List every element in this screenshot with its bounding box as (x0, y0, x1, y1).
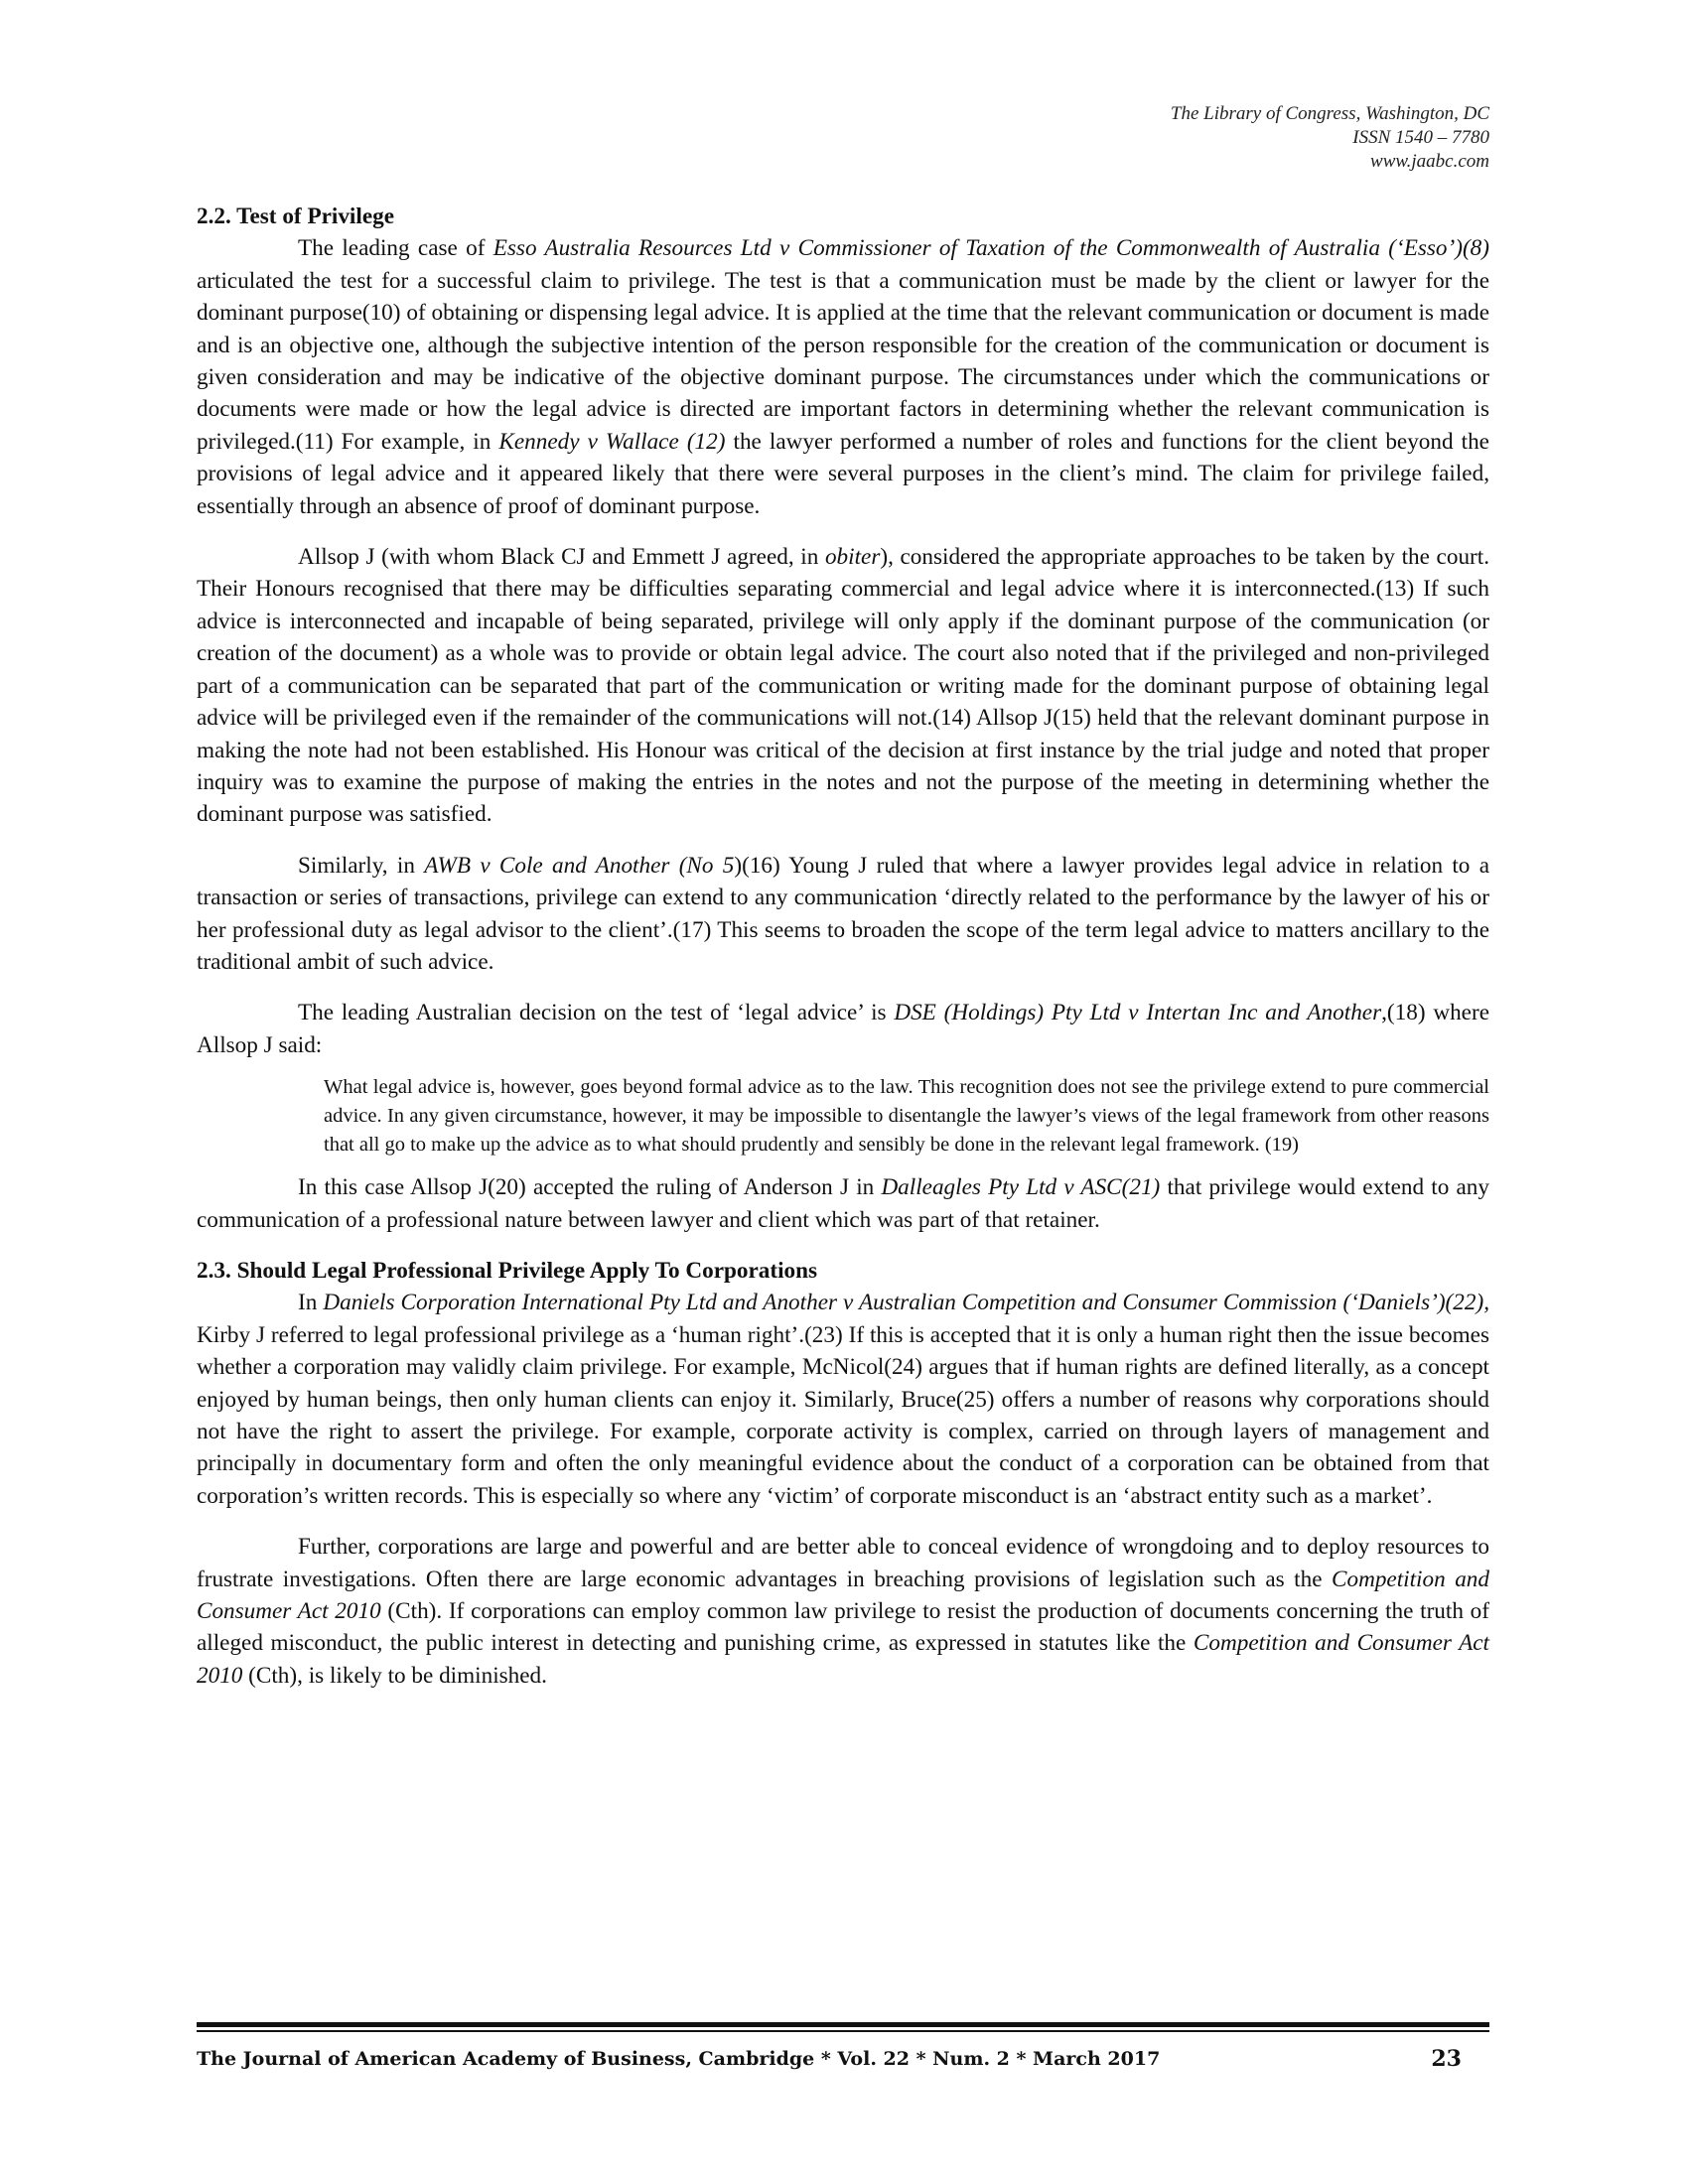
header-publisher: The Library of Congress, Washington, DC (1170, 103, 1489, 124)
case-citation: Daniels Corporation International Pty Ltd and Another v Australian Competition and Consumer Commission (‘Daniels’)(22), (323, 1290, 1489, 1316)
paragraph (197, 1287, 1489, 1512)
text-run: ), considered the appropriate approaches to be taken by the court. Their Honours recognised that there may be difficulties separating commercial and legal advice where it is interconnected.(13) If such advice is interconnected and incapable of being separated, privilege will only apply if the dominant purpose of the communication (or creation of the document) as a whole was to provide or obtain legal advice. The court also noted that if the privileged and non-privileged part of a communication can be separated that part of the communication or writing made for the dominant purpose of obtaining legal advice will be privileged even if the remainder of the communications will not.(14) Allsop J(15) held that the relevant dominant purpose in making the note had not been established. His Honour was critical of the decision at first instance by the trial judge and noted that proper inquiry was to examine the purpose of making the entries in the notes and not the purpose of the meeting in determining whether the dominant purpose was satisfied. (197, 544, 1489, 828)
paragraph (197, 997, 1489, 1061)
text-run: (Cth). If corporations can employ common law privilege to resist the production of documents concerning the truth of alleged misconduct, the public interest in detecting and punishing crime, as expressed in statutes like the (197, 1598, 1490, 1657)
statute-title: Competition and Consumer Act 2010 (197, 1630, 1489, 1689)
text-run: (Cth), is likely to be diminished. (242, 1662, 547, 1689)
text-run: Similarly, in (298, 852, 425, 879)
text-run: The leading Australian decision on the test of ‘legal advice’ is (298, 1000, 895, 1026)
page-number: 23 (1431, 2046, 1462, 2072)
case-citation: Dalleagles Pty Ltd v ASC(21) (881, 1174, 1161, 1201)
footer-journal-info: The Journal of American Academy of Business, Cambridge * Vol. 22 * Num. 2 * March 2017 (197, 2048, 1161, 2070)
header-website: www.jaabc.com (1370, 151, 1489, 172)
paragraph (197, 1171, 1489, 1236)
case-citation: AWB v Cole and Another (No 5 (424, 852, 735, 879)
text-run: ,(18) where Allsop J said: (197, 1000, 1489, 1058)
paragraph (197, 1531, 1489, 1692)
running-header (1171, 102, 1489, 174)
text-run: that privilege would extend to any communication of a professional nature between lawyer and client which was part of that retainer. (197, 1174, 1489, 1233)
text-run: the lawyer performed a number of roles and functions for the client beyond the provisions of legal advice and it appeared likely that there were several purposes in the client’s mind. The claim for privilege failed, essentially through an absence of proof of dominant purpose. (197, 428, 1489, 519)
text-run: The leading case of (298, 235, 493, 262)
section-heading-test-of-privilege: 2.2. Test of Privilege (197, 204, 394, 229)
paragraph (197, 232, 1489, 522)
text-run: In this case Allsop J(20) accepted the ruling of Anderson J in (298, 1174, 882, 1201)
text-run: Kirby J referred to legal professional privilege as a ‘human right’.(23) If this is accepted that it is only a human right then the issue becomes whether a corporation may validly claim privilege. For example, McNicol(24) argues that if human rights are defined literally, as a concept enjoyed by human beings, then only human clients can enjoy it. Similarly, Bruce(25) offers a number of reasons why corporations should not have the right to assert the privilege. For example, corporate activity is complex, carried on through layers of management and principally in documentary form and often the only meaningful evidence about the conduct of a corporation can be obtained from that corporation’s written records. This is especially so where any ‘victim’ of corporate misconduct is an ‘abstract entity such as a market’. (197, 1321, 1489, 1509)
footer-rule-thin (197, 2030, 1489, 2032)
text-run: )(16) Young J ruled that where a lawyer provides legal advice in relation to a transaction or series of transactions, privilege can extend to any communication ‘directly related to the performance by the lawyer of his or her professional duty as legal advisor to the client’.(17) This seems to broaden the scope of the term legal advice to matters ancillary to the traditional ambit of such advice. (197, 852, 1489, 975)
header-issn: ISSN 1540 – 7780 (1352, 127, 1489, 148)
case-citation: Kennedy v Wallace (12) (498, 428, 726, 455)
text-run: Further, corporations are large and powerful and are better able to conceal evidence of wrongdoing and to deploy resources to frustrate investigations. Often there are large economic advantages in breaching provisions of legislation such as the (197, 1534, 1489, 1592)
paragraph (197, 541, 1489, 831)
section-heading-corporations: 2.3. Should Legal Professional Privilege Apply To Corporations (197, 1257, 818, 1284)
block-quote: What legal advice is, however, goes beyond formal advice as to the law. This recognition does not see the privilege extend to pure commercial advice. In any given circumstance, however, it may be impossible to disentangle the lawyer’s views of the legal framework from other reasons that all go to make up the advice as to what should prudently and sensibly be done in the relevant legal framework. (19) (324, 1076, 1489, 1157)
paragraph (197, 850, 1489, 979)
text-run: In (298, 1290, 324, 1316)
text-run: articulated the test for a successful claim to privilege. The test is that a communication must be made by the client or lawyer for the dominant purpose(10) of obtaining or dispensing legal advice. It is applied at the time that the relevant communication or document is made and is an objective one, although the subjective intention of the person responsible for the creation of the communication or document is given consideration and may be indicative of the objective dominant purpose. The circumstances under which the communications or documents were made or how the legal advice is directed are important factors in determining whether the relevant communication is privileged.(11) For example, in (197, 267, 1489, 455)
article-body (197, 201, 1489, 1692)
text-run: Allsop J (with whom Black CJ and Emmett J agreed, in (298, 544, 825, 571)
case-citation: DSE (Holdings) Pty Ltd v Intertan Inc and Another (894, 1000, 1382, 1026)
case-citation: Esso Australia Resources Ltd v Commissioner of Taxation of the Commonwealth of Australia (‘Esso’)(8) (492, 235, 1489, 262)
section-spacer (197, 1236, 1489, 1255)
statute-title: Competition and Consumer Act 2010 (197, 1566, 1489, 1625)
latin-term: obiter (824, 544, 881, 571)
footer-rule (197, 2022, 1489, 2027)
